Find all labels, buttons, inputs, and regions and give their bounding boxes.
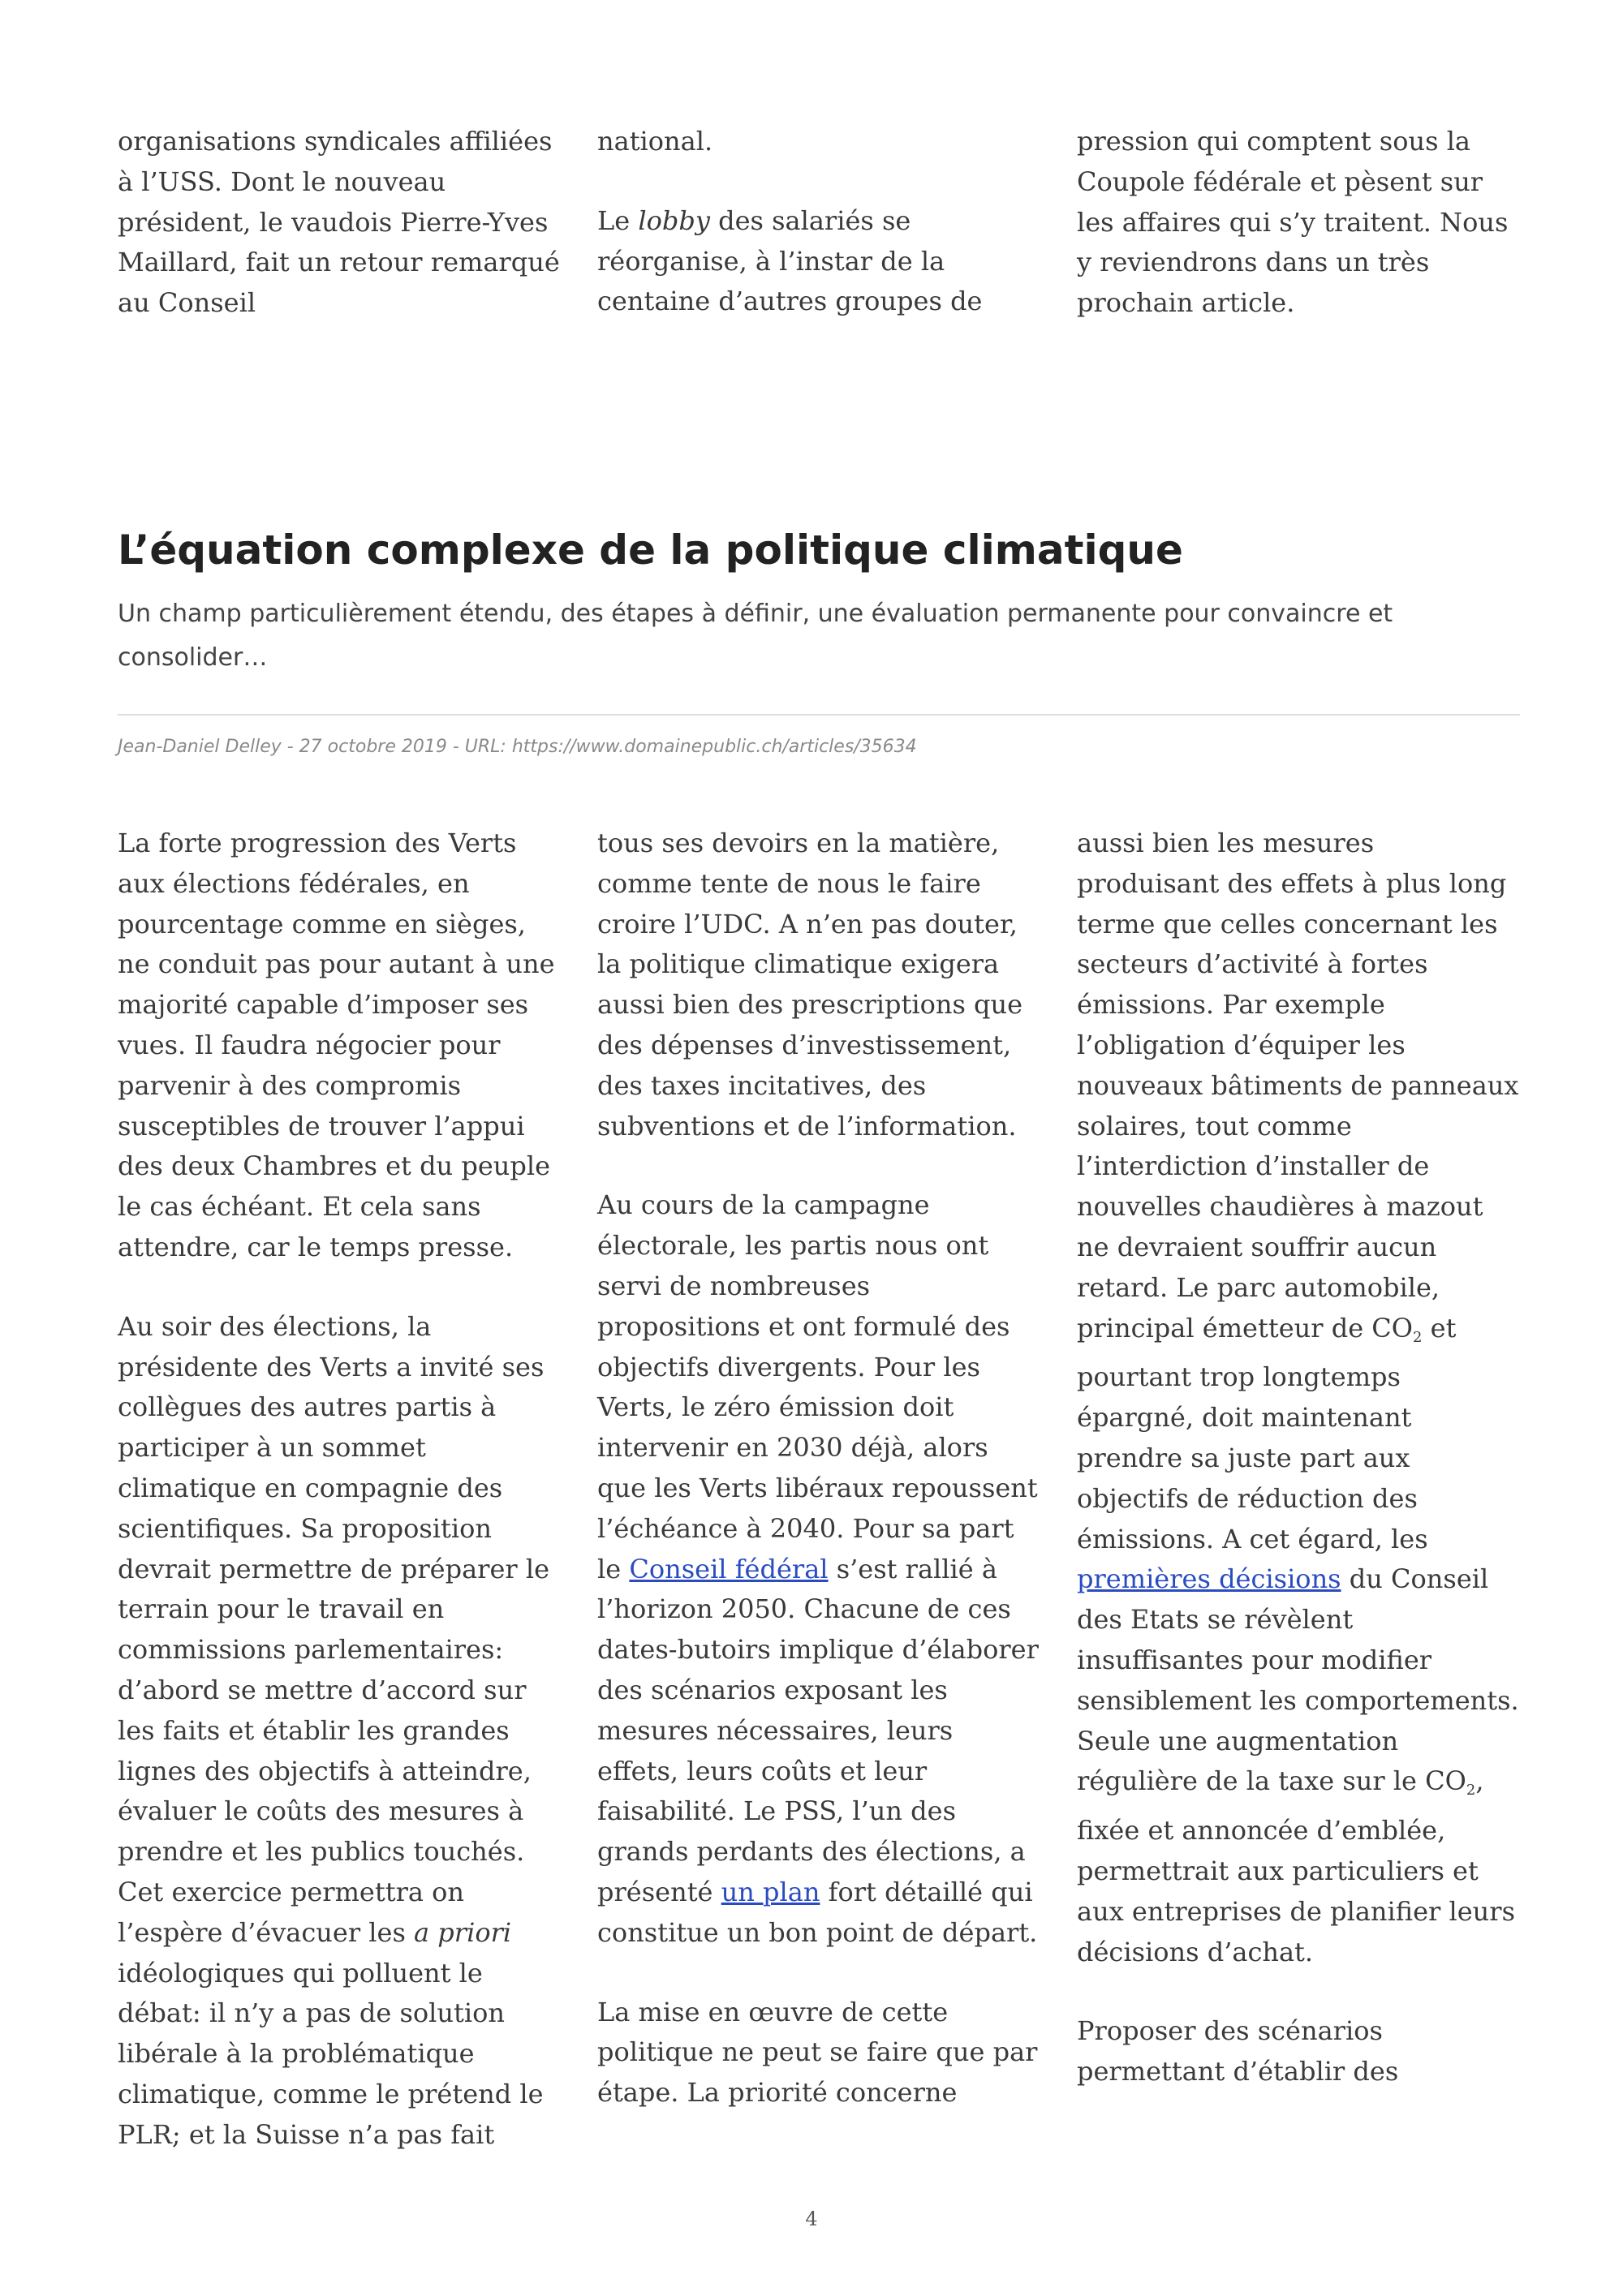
previous-article-continuation [118, 122, 1520, 324]
article-byline: Jean-Daniel Delley - 27 octobre 2019 - URL: https://www.domainepublic.ch/articles/35634 [118, 737, 917, 757]
paragraph: Proposer des scénarios permettant d’établir des [1077, 2015, 1399, 2087]
text-run: Le [597, 204, 639, 236]
article-subtitle: Un champ particulièrement étendu, des étapes à définir, une évaluation permanente pour convaincre et consolider… [118, 600, 1393, 672]
column-2 [597, 122, 1040, 324]
text-run: idéologiques qui polluent le débat: il n’y a pas de solution libérale à la problématique climatique, comme le prétend le PLR; et la Suisse n’a pas fait [118, 1957, 544, 2150]
paragraph: national. [597, 126, 713, 157]
emphasis-text: a priori [414, 1916, 512, 1948]
text-run: des salariés se réorganise, à l’instar de la centaine d’autres groupes de [597, 204, 983, 317]
paragraph: organisations syndicales affiliées à l’USS. Dont le nouveau président, le vaudois Pierre-Yves Maillard, fait un retour remarqué au Conseil [118, 126, 560, 319]
text-run: , fixée et annoncée d’emblée, permettrait aux particuliers et aux entreprises de planifier leurs décisions d’achat. [1077, 1765, 1515, 1967]
paragraph: La forte progression des Verts aux élections fédérales, en pourcentage comme en sièges, ne conduit pas pour autant à une majorité capable d’imposer ses vues. Il faudra négocier pour parvenir à des compromis susceptibles de trouver l’appui des deux Chambres et du peuple le cas échéant. Et cela sans attendre, car le temps presse. [118, 828, 555, 1262]
text-run: fort détaillé qui constitue un bon point de départ. [597, 1876, 1038, 1948]
subscript: 2 [1413, 1328, 1423, 1346]
page-number: 4 [805, 2208, 818, 2230]
paragraph: La mise en œuvre de cette politique ne peut se faire que par étape. La priorité concerne [597, 1996, 1038, 2109]
paragraph [597, 1185, 1040, 1953]
un-plan-link[interactable]: un plan [721, 1876, 820, 1907]
subscript: 2 [1466, 1782, 1476, 1799]
column-3 [1077, 823, 1519, 2156]
emphasis-text: lobby [638, 204, 710, 236]
premieres-decisions-link[interactable]: premières décisions [1077, 1563, 1341, 1595]
text-run: aussi bien les mesures produisant des effets à plus long terme que celles concernant les secteurs d’activité à fortes émissions. Par exemple l’obligation d’équiper les nouveaux bâtiments de panneaux solaires, tout comme l’interdiction d’installer de nouvelles chaudières à mazout ne devraient souffrir aucun retard. Le parc automobile, principal émetteur de CO [1077, 828, 1519, 1344]
article-body [118, 823, 1520, 2156]
text-run: du Conseil des Etats se révèlent insuffisantes pour modifier sensiblement les comportements. Seule une augmentation régulière de la taxe sur le CO [1077, 1563, 1519, 1797]
column-3 [1077, 122, 1519, 324]
text-run: et pourtant trop longtemps épargné, doit maintenant prendre sa juste part aux objectifs de réduction des émissions. A cet égard, les [1077, 1312, 1457, 1554]
header-divider [118, 714, 1520, 716]
column-1 [118, 823, 560, 2156]
text-run: s’est rallié à l’horizon 2050. Chacune de ces dates-butoirs implique d’élaborer des scénarios exposant les mesures nécessaires, leurs effets, leurs coûts et leur faisabilité. Le PSS, l’un des grands perdants des élections, a présenté [597, 1553, 1039, 1907]
conseil-federal-link[interactable]: Conseil fédéral [629, 1553, 829, 1584]
article-title: L’équation complexe de la politique climatique [118, 527, 1183, 574]
paragraph: tous ses devoirs en la matière, comme tente de nous le faire croire l’UDC. A n’en pas douter, la politique climatique exigera aussi bien des prescriptions que des dépenses d’investissement, des taxes incitatives, des subventions et de l’information. [597, 828, 1023, 1142]
column-2 [597, 823, 1040, 2156]
paragraph [597, 201, 1040, 322]
paragraph [1077, 823, 1519, 1972]
paragraph [118, 1307, 560, 2156]
paragraph: pression qui comptent sous la Coupole fédérale et pèsent sur les affaires qui s’y traitent. Nous y reviendrons dans un très prochain article. [1077, 126, 1509, 319]
text-run: Au cours de la campagne électorale, les partis nous ont servi de nombreuses propositions et ont formulé des objectifs divergents. Pour les Verts, le zéro émission doit intervenir en 2030 déjà, alors que les Verts libéraux repoussent l’échéance à 2040. Pour sa part le [597, 1189, 1038, 1584]
text-run: Au soir des élections, la présidente des Verts a invité ses collègues des autres partis à participer à un sommet climatique en compagnie des scientifiques. Sa proposition devrait permettre de préparer le terrain pour le travail en commissions parlementaires: d’abord se mettre d’accord sur les faits et établir les grandes lignes des objectifs à atteindre, évaluer le coûts des mesures à prendre et les publics touchés. Cet exercice permettra on l’espère d’évacuer les [118, 1310, 550, 1948]
column-1 [118, 122, 560, 324]
